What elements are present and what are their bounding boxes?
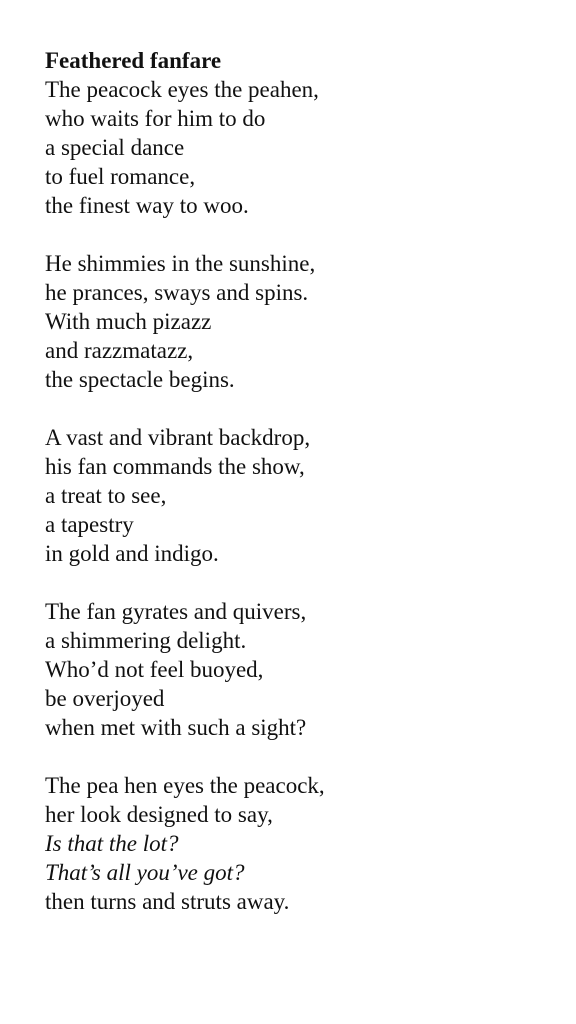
poem-line: the spectacle begins. (45, 367, 235, 392)
poem-line: the finest way to woo. (45, 193, 249, 218)
stanza-2 (45, 249, 545, 394)
poem-line: He shimmies in the sunshine, (45, 251, 316, 276)
poem-line: who waits for him to do (45, 106, 266, 131)
poem (45, 46, 545, 945)
poem-line-italic: That’s all you’ve got? (45, 860, 245, 885)
poem-line: A vast and vibrant backdrop, (45, 425, 311, 450)
poem-line: her look designed to say, (45, 802, 273, 827)
poem-title: Feathered fanfare (45, 48, 222, 73)
poem-line: he prances, sways and spins. (45, 280, 309, 305)
poem-line: in gold and indigo. (45, 541, 219, 566)
poem-line: his fan commands the show, (45, 454, 305, 479)
stanza-1 (45, 75, 545, 220)
poem-line-italic: Is that the lot? (45, 831, 179, 856)
stanza-3 (45, 423, 545, 568)
poem-line: Who’d not feel buoyed, (45, 657, 264, 682)
poem-line: then turns and struts away. (45, 889, 290, 914)
poem-line: when met with such a sight? (45, 715, 307, 740)
poem-line: a treat to see, (45, 483, 167, 508)
poem-line: a tapestry (45, 512, 134, 537)
stanza-4 (45, 597, 545, 742)
poem-line: The fan gyrates and quivers, (45, 599, 307, 624)
poem-line: a shimmering delight. (45, 628, 247, 653)
poem-line: The pea hen eyes the peacock, (45, 773, 325, 798)
poem-line: The peacock eyes the peahen, (45, 77, 319, 102)
poem-line: to fuel romance, (45, 164, 196, 189)
stanza-5 (45, 771, 545, 916)
poem-line: a special dance (45, 135, 185, 160)
poem-line: be overjoyed (45, 686, 165, 711)
poem-line: With much pizazz (45, 309, 212, 334)
poem-line: and razzmatazz, (45, 338, 194, 363)
